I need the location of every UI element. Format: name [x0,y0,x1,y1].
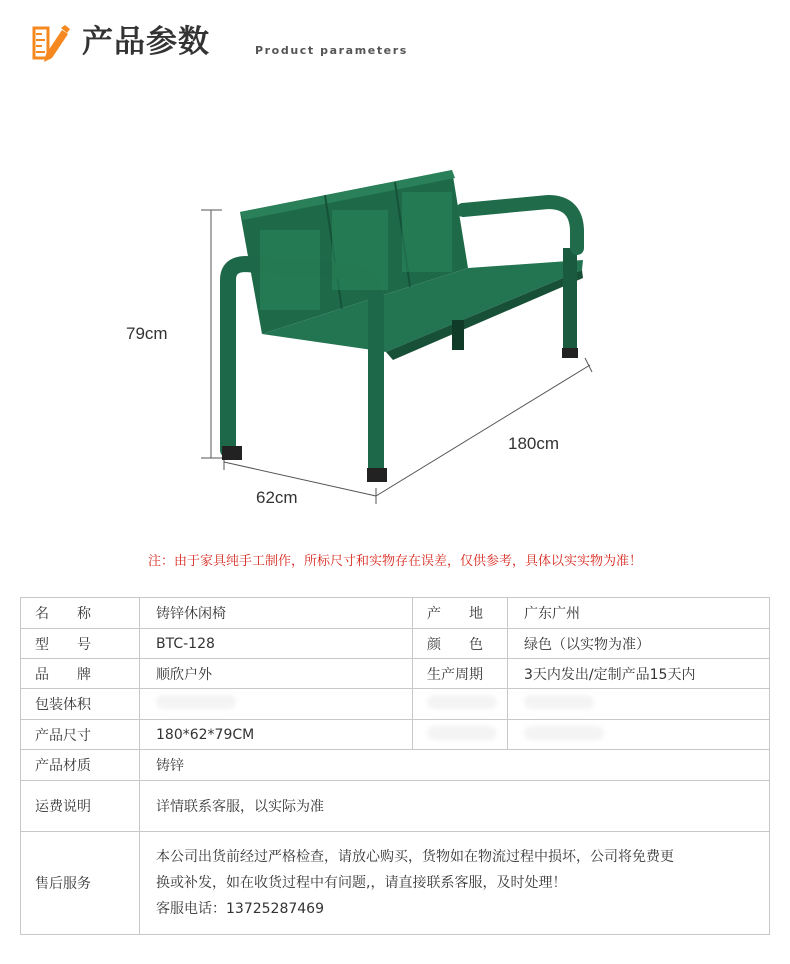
service-phone: 客服电话：13725287469 [156,901,324,917]
color-value: 绿色（以实物为准） [508,629,770,659]
origin-label: 产 地 [413,598,508,629]
cycle-label: 生产周期 [413,659,508,689]
package-label: 包装体积 [21,689,140,720]
color-label: 颜 色 [413,629,508,659]
brand-label: 品 牌 [21,659,140,689]
table-row [21,659,770,689]
redacted-label [413,689,508,720]
name-label: 名 称 [21,598,140,629]
pencil-ruler-icon [28,24,72,64]
shipping-label: 运费说明 [21,781,140,832]
height-dimension: 79cm [126,324,168,343]
depth-dimension: 62cm [256,488,298,507]
material-value: 铸锌 [140,750,770,781]
table-row [21,629,770,659]
shipping-value: 详情联系客服，以实际为准 [140,781,770,832]
service-text-line-1: 本公司出货前经过严格检查，请放心购买，货物如在物流过程中损坏，公司将免费更 [156,849,674,865]
cycle-value: 3天内发出/定制产品15天内 [508,659,770,689]
length-dimension: 180cm [508,434,560,453]
table-row [21,598,770,629]
size-label: 产品尺寸 [21,720,140,750]
table-row [21,832,770,935]
service-label: 售后服务 [21,832,140,935]
table-row [21,750,770,781]
service-text-line-2: 换或补发，如在收货过程中有问题,，请直接联系客服，及时处理！ [156,875,567,891]
size-value: 180*62*79CM [140,720,413,750]
spec-table [20,597,770,935]
material-label: 产品材质 [21,750,140,781]
origin-value: 广东广州 [508,598,770,629]
package-value-redacted [140,689,413,720]
model-label: 型 号 [21,629,140,659]
service-value [140,832,770,935]
product-image [0,80,790,550]
table-row [21,720,770,750]
bench-illustration [0,80,790,550]
section-header [28,20,728,70]
table-row [21,781,770,832]
redacted-value [508,720,770,750]
brand-value: 顺欣户外 [140,659,413,689]
page-title: 产品参数 [82,24,210,60]
table-row [21,689,770,720]
redacted-value [508,689,770,720]
redacted-label [413,720,508,750]
name-value: 铸锌休闲椅 [140,598,413,629]
disclaimer-note: 注：由于家具纯手工制作，所标尺寸和实物存在误差，仅供参考，具体以实实物为准！ [147,554,642,569]
model-value: BTC-128 [140,629,413,659]
page-subtitle: Product parameters [255,44,408,57]
